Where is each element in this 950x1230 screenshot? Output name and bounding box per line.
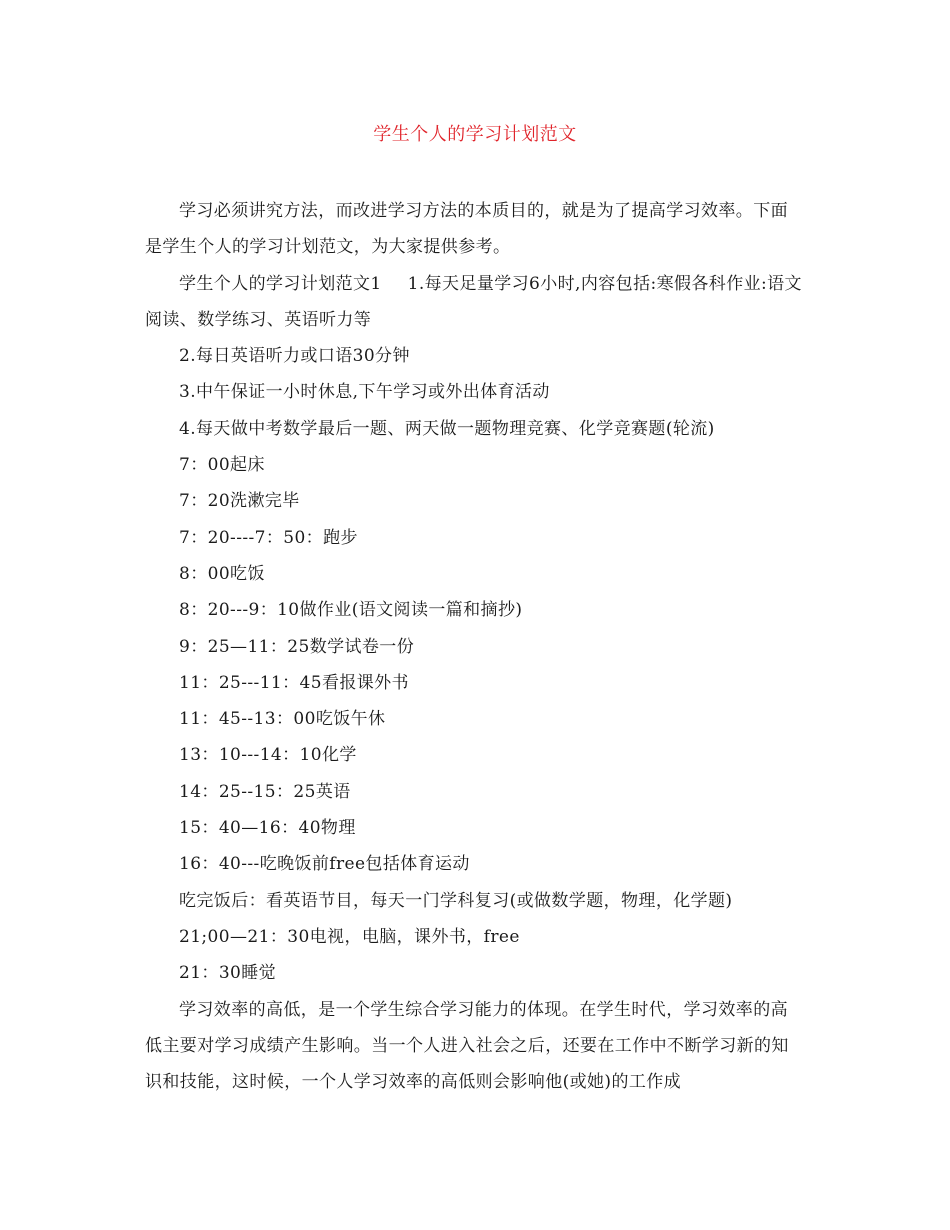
closing-paragraph: 学习效率的高低，是一个学生综合学习能力的体现。在学生时代，学习效率的高低主要对学习成绩产生影响。当一个人进入社会之后，还要在工作中不断学习新的知识和技能，这时候，一个人学习效率的高低则会影响他(或她)的工作成 [145, 999, 789, 1093]
intro-paragraph: 学习必须讲究方法，而改进学习方法的本质目的，就是为了提高学习效率。下面是学生个人的学习计划范文，为大家提供参考。 [145, 201, 788, 258]
plan-heading-paragraph [145, 266, 805, 339]
schedule-line: 21;00—21：30电视，电脑，课外书，free [179, 926, 520, 947]
schedule-line: 14：25--15：25英语 [179, 781, 351, 802]
schedule-line: 16：40---吃晚饭前free包括体育运动 [179, 854, 470, 875]
schedule-line: 11：25---11：45看报课外书 [179, 672, 409, 693]
schedule-line: 13：10---14：10化学 [179, 745, 357, 766]
schedule-line: 15：40—16：40物理 [179, 818, 356, 839]
schedule-line: 21：30睡觉 [179, 963, 277, 984]
schedule-line: 7：00起床 [179, 455, 265, 476]
schedule-line: 8：20---9：10做作业(语文阅读一篇和摘抄) [179, 600, 523, 621]
plan-item-2: 2.每日英语听力或口语30分钟 [179, 346, 410, 367]
schedule-line: 8：00吃饭 [179, 563, 265, 584]
plan-item-1: 1.每天足量学习6小时,内容包括:寒假各科作业:语文阅读、数学练习、英语听力等 [145, 273, 802, 330]
document-body [145, 193, 805, 1100]
plan-item-4: 4.每天做中考数学最后一题、两天做一题物理竞赛、化学竞赛题(轮流) [179, 418, 715, 439]
plan-item-3: 3.中午保证一小时休息,下午学习或外出体育活动 [179, 382, 550, 403]
schedule-line: 9：25—11：25数学试卷一份 [179, 636, 415, 657]
schedule-line: 7：20洗漱完毕 [179, 491, 300, 512]
document-title: 学生个人的学习计划范文 [373, 124, 577, 145]
schedule-line: 7：20----7：50：跑步 [179, 527, 358, 548]
schedule-line: 吃完饭后：看英语节目，每天一门学科复习(或做数学题，物理，化学题) [179, 890, 733, 911]
schedule-line: 11：45--13：00吃饭午休 [179, 709, 386, 730]
plan-heading: 学生个人的学习计划范文1 [179, 273, 382, 294]
